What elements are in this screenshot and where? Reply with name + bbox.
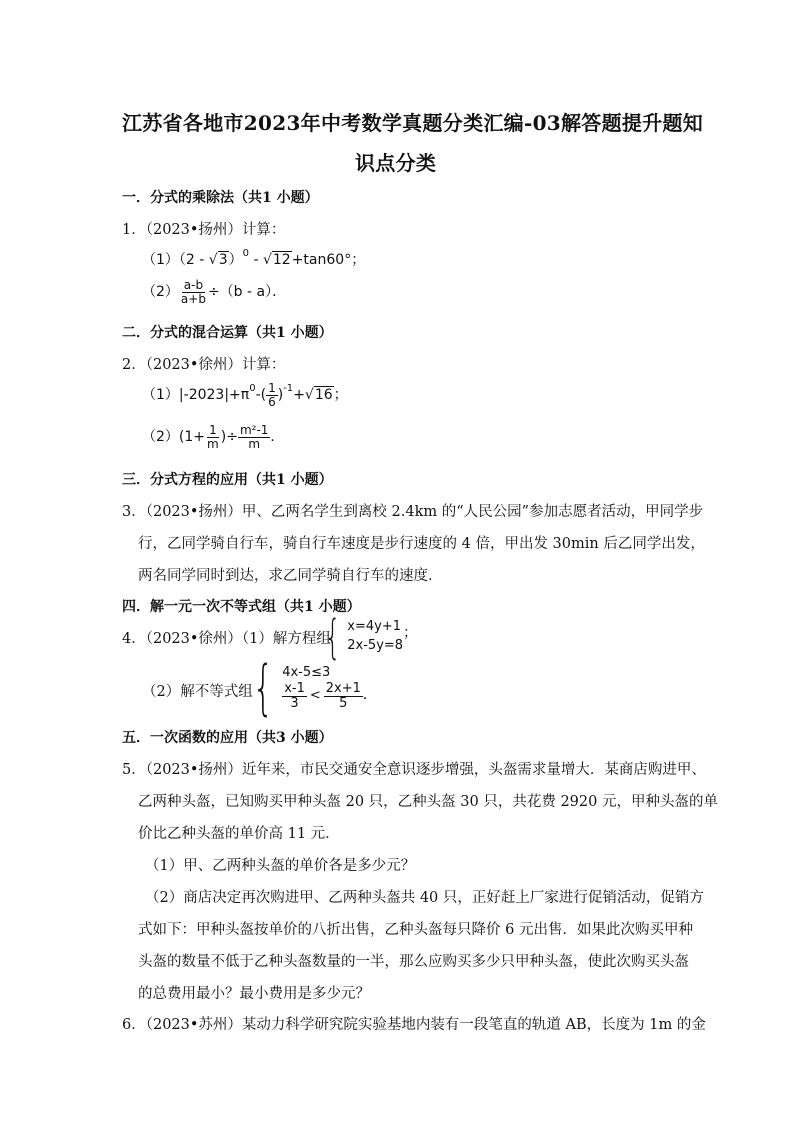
expr-text: ．: [362, 687, 377, 703]
expr-text: ；: [333, 387, 348, 404]
question-line: 乙两种头盔，已知购买甲种头盔 20 只，乙种头盔 30 只，共花费 2920 元，甲种头盔的单: [138, 794, 718, 810]
part-label: （2）: [142, 284, 179, 301]
left-brace: {: [252, 653, 274, 723]
inequality-line: [282, 682, 363, 710]
numerator: m²-1: [239, 423, 269, 437]
sub-question: （1）甲、乙两种头盔的单价各是多少元？: [145, 858, 416, 874]
denominator: m: [248, 436, 261, 451]
sqrt-expr: √16: [304, 387, 333, 404]
question-stem: 4．（2023•徐州）（1）解方程组: [122, 631, 331, 647]
expr-text: (1+: [178, 429, 206, 446]
sqrt-expr: √3: [208, 252, 228, 268]
exponent: 0: [249, 383, 256, 395]
equation-lines: [347, 618, 403, 656]
inequality-lines: [282, 665, 363, 710]
part-label: （2）: [142, 429, 179, 446]
section-heading: 四．解一元一次不等式组（共1 小题）: [122, 599, 361, 615]
part-label: （1）: [142, 387, 179, 404]
expr-text: ): [277, 387, 284, 404]
part-label: （1）: [142, 252, 179, 268]
equation-system: [318, 610, 418, 664]
numerator: 1: [209, 423, 217, 437]
denominator: m: [207, 436, 219, 451]
question-line: 3．（2023•扬州）甲、乙两名学生到离校 2.4km 的“人民公园”参加志愿者活动，甲同学步: [122, 504, 704, 520]
question-stem: 2．（2023•徐州）计算：: [122, 357, 286, 373]
fraction: [205, 424, 221, 450]
expr-text: ÷（b - a）．: [207, 284, 287, 301]
sqrt-expr: √12: [262, 252, 291, 268]
exponent: -1: [283, 383, 294, 395]
question-line: 6．（2023•苏州）某动力科学研究院实验基地内装有一段笔直的轨道 AB，长度为 1m 的金: [122, 1017, 706, 1033]
question-line: 行，乙同学骑自行车，骑自行车速度是步行速度的 4 倍，甲出发 30min 后乙同学出发，: [138, 536, 705, 552]
question-stem: 1．（2023•扬州）计算：: [122, 222, 286, 238]
expr-text: ；: [403, 625, 418, 641]
left-brace: {: [324, 610, 341, 664]
expr-text: +tan60°；: [291, 252, 366, 268]
denominator: 3: [290, 695, 299, 711]
numerator: a-b: [183, 278, 204, 292]
sub-question-line: 头盔的数量不低于乙种头盔数量的一半，那么应购买多少只甲种头盔，使此次购买头盔: [138, 954, 689, 970]
fraction: [238, 424, 270, 450]
denominator: 6: [268, 394, 276, 409]
question-line: 5．（2023•扬州）近年来，市民交通安全意识逐步增强，头盔需求量增大．某商店购进甲、: [122, 762, 706, 778]
radicand: 12: [272, 252, 291, 268]
sub-question-line: 的总费用最小？最小费用是多少元？: [138, 986, 370, 1002]
radicand: 3: [218, 252, 228, 268]
section-heading: 一．分式的乘除法（共1 小题）: [122, 190, 319, 206]
sub-question-line: 式如下：甲种头盔按单价的八折出售，乙种头盔每只降价 6 元出售．如果此次购买甲种: [138, 922, 693, 938]
section-heading: 二．分式的混合运算（共1 小题）: [122, 325, 333, 341]
equation-line: 2x-5y=8: [347, 638, 404, 653]
denominator: 5: [339, 695, 348, 711]
q1-part2: [142, 279, 286, 305]
inequality-system: [244, 653, 377, 723]
section-heading: 五．一次函数的应用（共3 小题）: [122, 730, 333, 746]
q1-part1: [142, 249, 365, 269]
inequality-line: 4x-5≤3: [282, 665, 331, 681]
fraction: [179, 279, 208, 305]
expr-text: -: [249, 252, 263, 268]
question-line: 两名同学同时到达，求乙同学骑自行车的速度．: [138, 568, 443, 584]
fraction: [282, 682, 307, 710]
denominator: a+b: [180, 291, 206, 306]
expr-text: ）: [228, 252, 243, 268]
expr-text: （2 -: [178, 252, 209, 268]
equation-line: x=4y+1: [347, 619, 401, 635]
part-label: （2）解不等式组: [142, 684, 253, 700]
section-heading: 三．分式方程的应用（共1 小题）: [122, 472, 333, 488]
document-title-line1: 江苏省各地市2023年中考数学真题分类汇编-03解答题提升题知: [122, 111, 704, 135]
numerator: 1: [268, 381, 276, 395]
expr-text: )÷: [220, 429, 238, 446]
numerator: 2x+1: [325, 681, 361, 697]
q2-part1: [142, 382, 348, 408]
document-title-line2: 识点分类: [355, 151, 437, 175]
fraction: [266, 382, 278, 408]
radicand: 16: [314, 387, 333, 404]
expr-text: |-2023|+π: [178, 387, 250, 404]
question-line: 价比乙种头盔的单价高 11 元．: [138, 826, 340, 842]
expr-text: ．: [270, 429, 285, 446]
less-than-symbol: <: [309, 687, 321, 703]
q2-part2: [142, 424, 284, 450]
expr-text: -(: [255, 387, 267, 404]
expr-text: +: [293, 387, 305, 404]
sub-question: （2）商店决定再次购进甲、乙两种头盔共 40 只，正好赶上厂家进行促销活动，促销方: [145, 890, 704, 906]
fraction: [324, 682, 363, 710]
exponent: 0: [242, 248, 249, 259]
numerator: x-1: [284, 681, 305, 697]
